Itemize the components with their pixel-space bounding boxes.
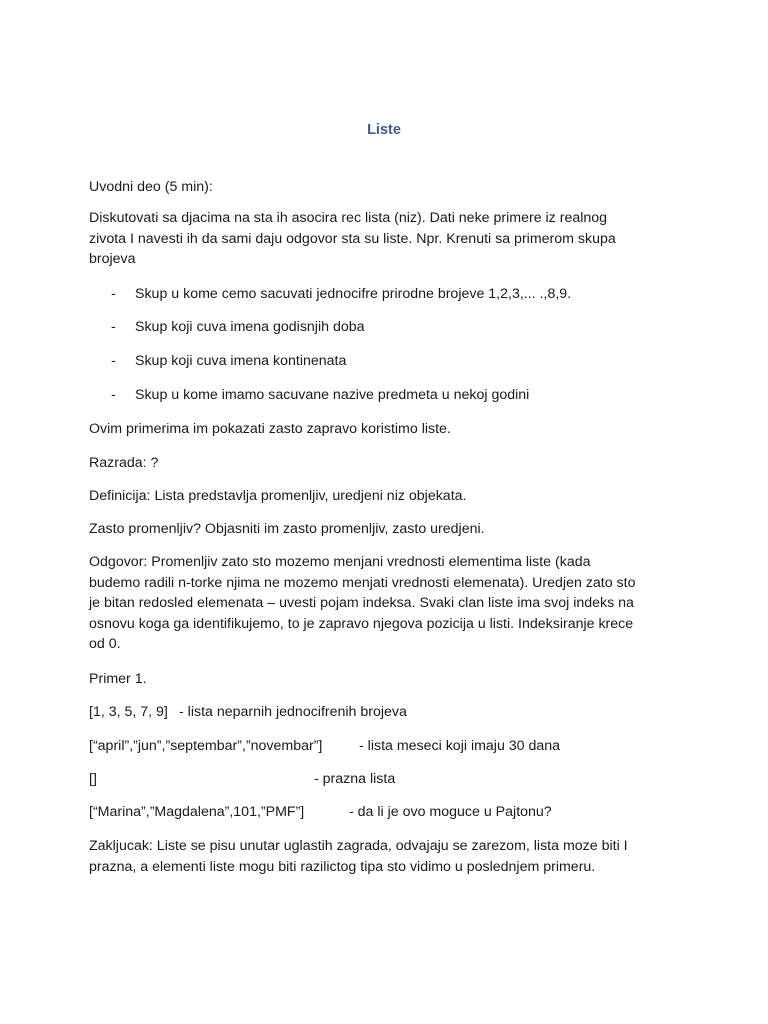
zakljucak-line-2: prazna, a elementi liste mogu biti razilictog tipa sto vidimo u poslednjem primeru.	[89, 858, 596, 875]
document-title: Liste	[367, 122, 401, 138]
odgovor-line-5: od 0.	[89, 636, 121, 652]
after-bullets-text: Ovim primerima im pokazati zasto zapravo koristimo liste.	[89, 421, 451, 437]
intro-line-3: brojeva	[89, 251, 136, 267]
odgovor-line-1: Odgovor: Promenljiv zato sto mozemo menjani vrednosti elementima liste (kada	[89, 554, 591, 570]
example-code: [“Marina”,”Magdalena”,101,”PMF”]	[89, 804, 305, 820]
bullet-marker: -	[111, 387, 116, 403]
intro-line-2: zivota I navesti ih da sami daju odgovor sta su liste. Npr. Krenuti sa primerom skupa	[89, 230, 616, 247]
definicija-text: Definicija: Lista predstavlja promenljiv, uredjeni niz objekata.	[89, 488, 467, 504]
bullet-item-4: Skup u kome imamo sacuvane nazive predmeta u nekoj godini	[135, 387, 530, 403]
bullet-item-2: Skup koji cuva imena godisnjih doba	[135, 319, 365, 335]
intro-line-1: Diskutovati sa djacima na sta ih asocira rec lista (niz). Dati neke primere iz realnog	[89, 210, 608, 226]
zakljucak-line-1: Zakljucak: Liste se pisu unutar uglastih zagrada, odvajaju se zarezom, lista moze biti I	[89, 838, 628, 854]
primer-heading: Primer 1.	[89, 671, 147, 687]
bullet-marker: -	[111, 286, 116, 302]
example-note: - prazna lista	[314, 771, 396, 787]
odgovor-line-4: osnovu koga ga identifikujemo, to je zapravo njegova pozicija u listi. Indeksiranje krece	[89, 615, 634, 632]
bullet-item-3: Skup koji cuva imena kontinenata	[135, 353, 347, 369]
example-note: - lista meseci koji imaju 30 dana	[359, 738, 561, 754]
intro-heading: Uvodni deo (5 min):	[89, 179, 213, 195]
example-note: - da li je ovo moguce u Pajtonu?	[349, 804, 552, 820]
bullet-marker: -	[111, 353, 116, 369]
odgovor-line-2: budemo radili n-torke njima ne mozemo menjati vrednosti elemenata). Uredjen zato sto	[89, 574, 636, 591]
bullet-item-1: Skup u kome cemo sacuvati jednocifre prirodne brojeve 1,2,3,... .,8,9.	[135, 286, 572, 302]
odgovor-line-3: je bitan redosled elemenata – uvesti pojam indeksa. Svaki clan liste ima svoj indeks na	[89, 595, 634, 611]
example-code: [“april”,”jun”,”septembar”,”novembar”]	[89, 738, 323, 754]
example-note: - lista neparnih jednocifrenih brojeva	[179, 704, 407, 720]
example-code: [1, 3, 5, 7, 9]	[89, 704, 168, 720]
zasto-text: Zasto promenljiv? Objasniti im zasto promenljiv, zasto uredjeni.	[89, 521, 485, 537]
razrada-text: Razrada: ?	[89, 455, 159, 471]
bullet-marker: -	[111, 319, 116, 335]
example-code: []	[89, 771, 97, 787]
